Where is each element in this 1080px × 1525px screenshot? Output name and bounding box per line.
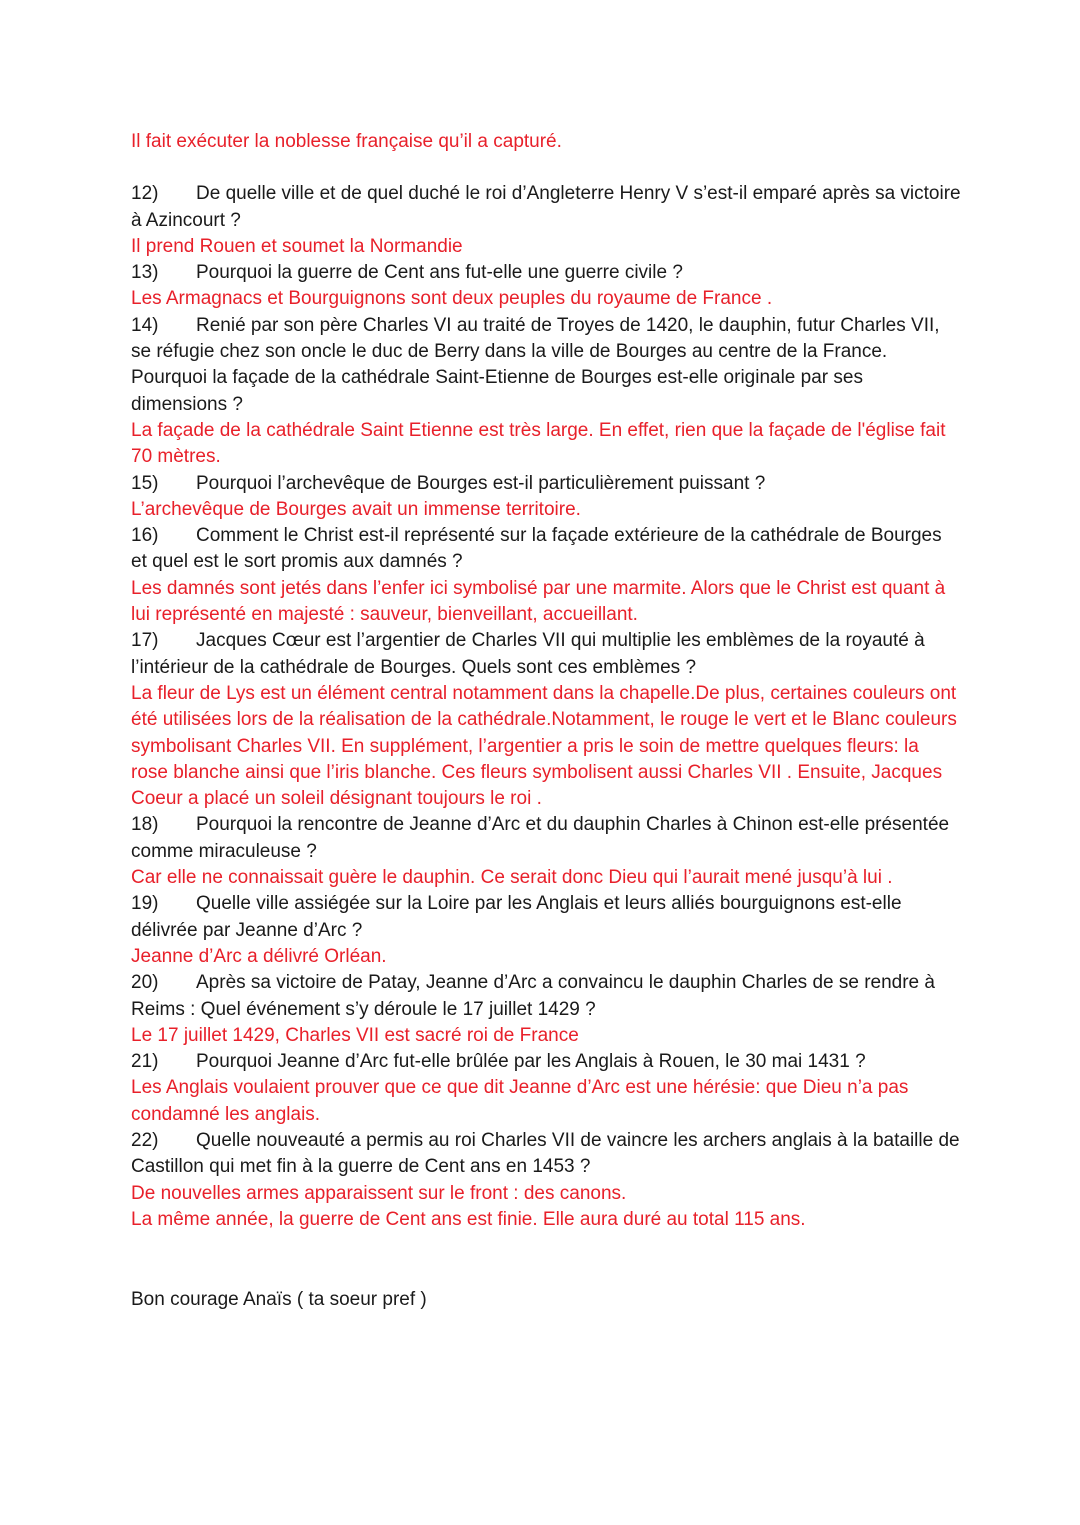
answer-18: Car elle ne connaissait guère le dauphin. Ce serait donc Dieu qui l’aurait mené jusqu’à lui . <box>131 867 893 889</box>
qa-list <box>131 181 961 1233</box>
answer-13: Les Armagnacs et Bourguignons sont deux peuples du royaume de France . <box>131 288 773 310</box>
question-15 <box>131 471 961 497</box>
question-number: 13) <box>131 262 159 284</box>
question-text: Renié par son père Charles VI au traité de Troyes de 1420, le dauphin, futur Charles VII, se réfugie chez son oncle le duc de Berry dans la ville de Bourges au centre de la France. Pourquoi la façade de la cathédrale Saint-Etienne de Bourges est-elle originale par ses dimensions ? <box>131 314 940 415</box>
question-22 <box>131 1128 961 1181</box>
answer-12: Il prend Rouen et soumet la Normandie <box>131 235 463 257</box>
answer-21: Les Anglais voulaient prouver que ce que dit Jeanne d’Arc est une hérésie: que Dieu n’a pas condamné les anglais. <box>131 1077 909 1125</box>
question-text: Jacques Cœur est l’argentier de Charles VII qui multiplie les emblèmes de la royauté à l’intérieur de la cathédrale de Bourges. Quels sont ces emblèmes ? <box>131 630 925 678</box>
document-page <box>131 129 961 1313</box>
answer-16: Les damnés sont jetés dans l’enfer ici symbolisé par une marmite. Alors que le Christ est quant à lui représenté en majesté : sauveur, bienveillant, accueillant. <box>131 577 946 626</box>
question-number: 22) <box>131 1129 159 1151</box>
question-text: Quelle ville assiégée sur la Loire par les Anglais et leurs alliés bourguignons est-elle délivrée par Jeanne d’Arc ? <box>131 893 902 941</box>
question-number: 15) <box>131 472 159 494</box>
answer-15: L’archevêque de Bourges avait un immense territoire. <box>131 498 581 520</box>
question-13 <box>131 260 961 286</box>
question-text: Quelle nouveauté a permis au roi Charles VII de vaincre les archers anglais à la bataille de Castillon qui met fin à la guerre de Cent ans en 1453 ? <box>131 1129 960 1178</box>
question-text: Pourquoi Jeanne d’Arc fut-elle brûlée par les Anglais à Rouen, le 30 mai 1431 ? <box>196 1051 866 1073</box>
question-number: 20) <box>131 972 159 994</box>
signature: Bon courage Anaïs ( ta soeur pref ) <box>131 1289 427 1311</box>
question-text: Pourquoi l’archevêque de Bourges est-il particulièrement puissant ? <box>196 472 766 494</box>
answer-17: La fleur de Lys est un élément central notamment dans la chapelle.De plus, certaines couleurs ont été utilisées lors de la réalisation de la cathédrale.Notamment, le rouge le vert et le Blanc couleurs symbolisant Charles VII. En supplément, l’argentier a pris le soin de mettre quelques fleurs: la rose blanche ainsi que l’iris blanche. Ces fleurs symbolisent aussi Charles VII . Ensuite, Jacques Coeur a placé un soleil désignant toujours le roi . <box>131 682 957 810</box>
question-text: Comment le Christ est-il représenté sur la façade extérieure de la cathédrale de Bourges et quel est le sort promis aux damnés ? <box>131 525 942 573</box>
question-20 <box>131 970 961 1023</box>
answer-intro: Il fait exécuter la noblesse française qu’il a capturé. <box>131 131 562 152</box>
question-17 <box>131 628 961 681</box>
question-number: 17) <box>131 630 159 652</box>
question-16 <box>131 523 961 576</box>
question-text: Pourquoi la rencontre de Jeanne d’Arc et du dauphin Charles à Chinon est-elle présentée comme miraculeuse ? <box>131 814 950 862</box>
question-14 <box>131 313 961 418</box>
question-text: Après sa victoire de Patay, Jeanne d’Arc a convaincu le dauphin Charles de se rendre à Reims : Quel événement s’y déroule le 17 juillet 1429 ? <box>131 972 935 1020</box>
question-text: Pourquoi la guerre de Cent ans fut-elle une guerre civile ? <box>196 262 683 284</box>
question-12 <box>131 181 961 234</box>
question-number: 21) <box>131 1051 159 1073</box>
question-number: 19) <box>131 893 159 915</box>
question-19 <box>131 891 961 944</box>
question-21 <box>131 1049 961 1075</box>
question-number: 14) <box>131 314 159 336</box>
answer-22-line-2: La même année, la guerre de Cent ans est finie. Elle aura duré au total 115 ans. <box>131 1208 806 1230</box>
answer-19: Jeanne d’Arc a délivré Orléan. <box>131 945 387 967</box>
answer-22-line-1: De nouvelles armes apparaissent sur le front : des canons. <box>131 1182 627 1204</box>
question-number: 16) <box>131 525 159 547</box>
question-18 <box>131 812 961 865</box>
question-text: De quelle ville et de quel duché le roi d’Angleterre Henry V s’est-il emparé après sa victoire à Azincourt ? <box>131 183 961 231</box>
question-number: 12) <box>131 183 159 205</box>
question-number: 18) <box>131 814 159 836</box>
answer-20: Le 17 juillet 1429, Charles VII est sacré roi de France <box>131 1024 579 1046</box>
answer-14: La façade de la cathédrale Saint Etienne est très large. En effet, rien que la façade de l'église fait 70 mètres. <box>131 419 946 468</box>
